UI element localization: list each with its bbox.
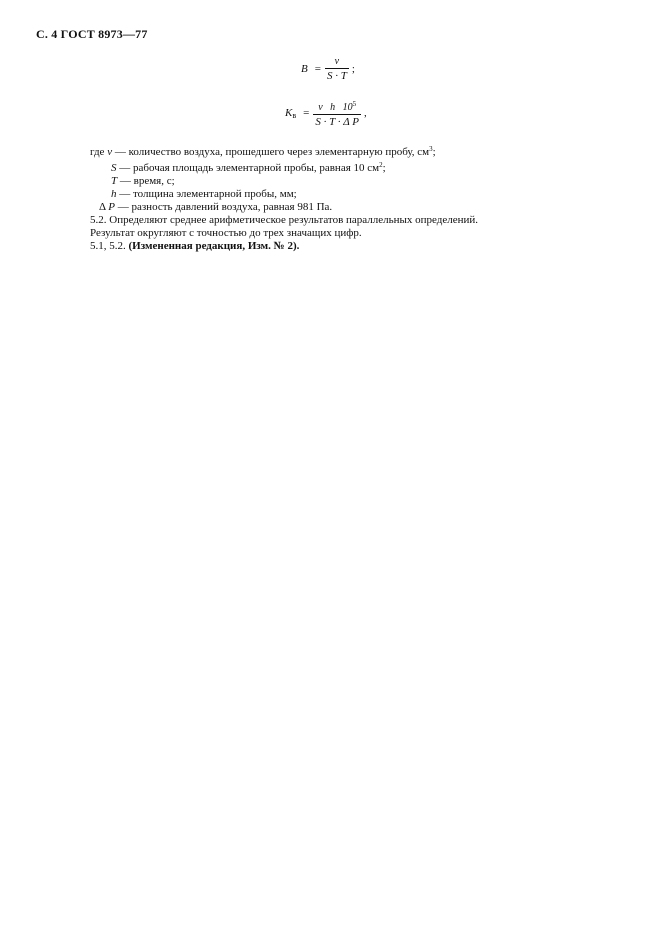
legend-line-v [90,143,610,159]
formula-k-lhs [285,107,296,120]
legend-prefix: где [90,146,108,158]
legend-sup: 2 [379,161,383,169]
formula-k-denominator: S · T · Δ P [315,116,359,128]
formula-k-numerator [316,98,358,114]
legend-line-t [90,175,610,188]
legend-sup: 3 [429,145,433,153]
legend-symbol: P [108,201,115,213]
amendment-note [90,240,610,253]
legend-text: — рабочая площадь элементарной пробы, равная 10 см [116,162,380,174]
formula-k [285,98,367,128]
amendment-note-prefix: 5.1, 5.2. [90,240,129,252]
legend-prefix: Δ [99,201,109,213]
legend-text: — разность давлений воздуха, равная 981 Па. [114,201,333,213]
body-text [90,143,610,253]
legend-suffix: ; [382,162,386,174]
formula-b-equals: = [314,63,321,75]
legend-line-dp [90,201,610,214]
formula-b-lhs: B [301,63,308,75]
legend-text: — время, с; [117,175,175,187]
legend-symbol: h [111,188,117,200]
legend-symbol: T [111,175,118,187]
legend-text: — толщина элементарной пробы, мм; [116,188,297,200]
formula-k-symbol: K [285,106,293,119]
paragraph-5-2-continued: Результат округляют с точностью до трех значащих цифр. [90,227,362,239]
formula-b [301,56,355,82]
formula-b-punct: ; [351,63,355,75]
formula-b-numerator: v [334,56,340,67]
legend-symbol: S [111,162,117,174]
formula-k-equals: = [303,107,310,119]
formula-b-denominator: S · T [326,70,347,82]
legend-text: — количество воздуха, прошедшего через элементарную пробу, см [112,146,430,158]
legend-line-s [90,159,610,175]
formula-k-fraction [313,98,361,128]
page-header: С. 4 ГОСТ 8973—77 [36,27,148,41]
formula-k-punct: , [364,107,367,119]
amendment-note-bold: (Измененная редакция, Изм. № 2). [128,240,300,252]
legend-line-h [90,188,610,201]
paragraph-5-2: 5.2. Определяют среднее арифметическое результатов параллельных определений. [90,214,479,226]
formula-k-numerator-text: v h 10 [318,102,353,113]
formula-b-fraction [325,56,349,82]
legend-symbol: v [107,146,113,158]
formula-k-subscript: в [292,110,297,120]
legend-suffix: ; [432,146,436,158]
formula-k-exponent: 5 [352,100,357,108]
